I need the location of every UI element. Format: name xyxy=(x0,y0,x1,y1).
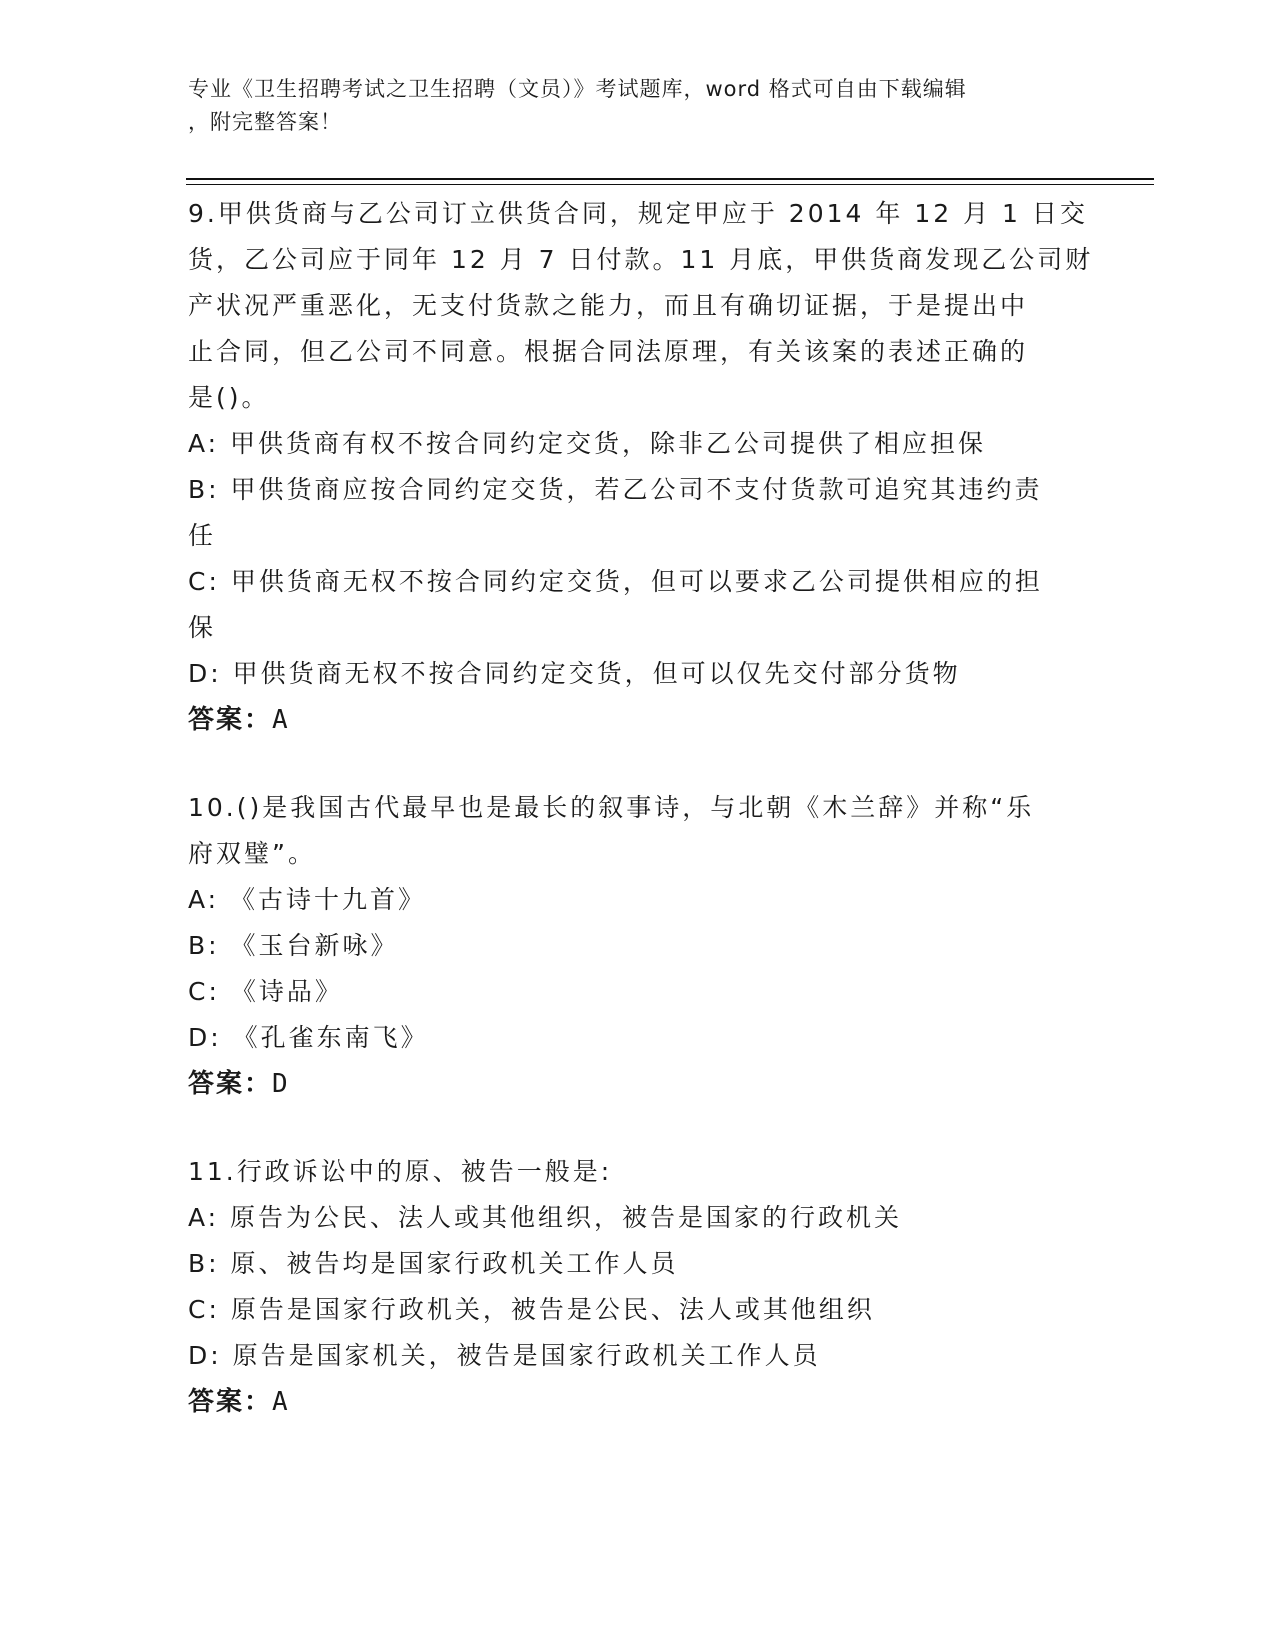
option-a: A: 原告为公民、法人或其他组织，被告是国家的行政机关 xyxy=(188,1203,903,1232)
header-divider xyxy=(186,178,1154,180)
answer-line xyxy=(188,697,1088,743)
question-block xyxy=(188,191,1094,743)
header-line: ，附完整答案！ xyxy=(188,110,342,134)
page-header xyxy=(188,73,1068,139)
option-c: C: 原告是国家行政机关，被告是公民、法人或其他组织 xyxy=(188,1295,875,1324)
option-b: B: 《玉台新咏》 xyxy=(188,931,399,960)
option-d: D: 《孔雀东南飞》 xyxy=(188,1023,429,1052)
answer-line xyxy=(188,1061,1088,1107)
header-line: 专业《卫生招聘考试之卫生招聘（文员）》考试题库，word 格式可自由下载编辑 xyxy=(188,77,967,101)
answer-label: 答案： xyxy=(188,1069,273,1099)
question-list xyxy=(188,191,1094,1425)
answer-label: 答案： xyxy=(188,705,273,735)
option-b: B: 原、被告均是国家行政机关工作人员 xyxy=(188,1249,679,1278)
question-stem-line: 止合同，但乙公司不同意。根据合同法原理，有关该案的表述正确的 xyxy=(188,337,1029,366)
option-c: C: 甲供货商无权不按合同约定交货，但可以要求乙公司提供相应的担 xyxy=(188,567,1043,596)
answer-label: 答案： xyxy=(188,1387,273,1417)
answer-value: A xyxy=(272,1387,289,1417)
option-b: B: 甲供货商应按合同约定交货，若乙公司不支付货款可追究其违约责 xyxy=(188,475,1043,504)
option-c: C: 《诗品》 xyxy=(188,977,343,1006)
question-stem-line: 10.()是我国古代最早也是最长的叙事诗，与北朝《木兰辞》并称“乐 xyxy=(188,793,1035,822)
header-divider-thin xyxy=(186,184,1154,185)
question-block xyxy=(188,785,1088,1107)
answer-value: D xyxy=(272,1069,289,1099)
option-a: A: 甲供货商有权不按合同约定交货，除非乙公司提供了相应担保 xyxy=(188,429,987,458)
answer-line xyxy=(188,1379,1088,1425)
option-d: D: 原告是国家机关，被告是国家行政机关工作人员 xyxy=(188,1341,821,1370)
question-spacer xyxy=(188,1107,1088,1149)
option-d: D: 甲供货商无权不按合同约定交货，但可以仅先交付部分货物 xyxy=(188,659,961,688)
answer-value: A xyxy=(272,705,289,735)
question-stem-line: 府双璧”。 xyxy=(188,839,316,868)
option-a: A: 《古诗十九首》 xyxy=(188,885,427,914)
question-block xyxy=(188,1149,1088,1425)
option-c-continued: 保 xyxy=(188,613,217,642)
question-stem-line: 是()。 xyxy=(188,383,270,412)
question-spacer xyxy=(188,743,1088,785)
question-stem-line: 11.行政诉讼中的原、被告一般是: xyxy=(188,1157,613,1186)
question-stem-line: 产状况严重恶化，无支付货款之能力，而且有确切证据，于是提出中 xyxy=(188,291,1029,320)
question-stem-line: 9.甲供货商与乙公司订立供货合同，规定甲应于 2014 年 12 月 1 日交 xyxy=(188,199,1088,228)
question-stem-line: 货，乙公司应于同年 12 月 7 日付款。11 月底，甲供货商发现乙公司财 xyxy=(188,245,1094,274)
option-b-continued: 任 xyxy=(188,521,217,550)
